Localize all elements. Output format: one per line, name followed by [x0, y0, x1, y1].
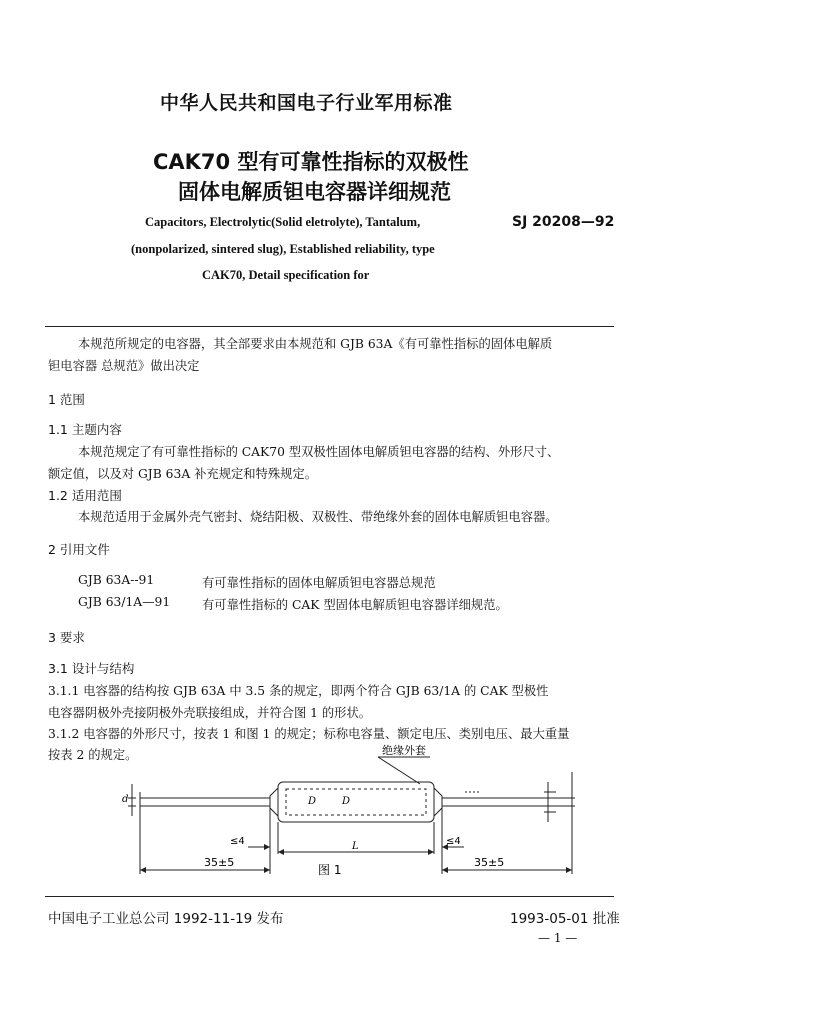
english-title-line3: CAK70, Detail specification for: [202, 268, 370, 282]
header-divider: [45, 326, 614, 327]
section-3-1-1-line2: 电容器阴极外壳接阴极外壳联接组成，并符合图 1 的形状。: [48, 706, 372, 720]
section-3-heading: 3 要求: [48, 630, 85, 645]
org-title: 中华人民共和国电子行业军用标准: [160, 92, 453, 114]
reference-title-1: 有可靠性指标的固体电解质钽电容器总规范: [202, 576, 436, 590]
figure-label-L: L: [352, 841, 359, 852]
section-1-2-heading: 1.2 适用范围: [48, 488, 122, 503]
approval-date: 1993-05-01 批准: [510, 911, 620, 927]
figure-right-lead-length: 35±5: [474, 856, 505, 869]
section-3-1-1-line1: 3.1.1 电容器的结构按 GJB 63A 中 3.5 条的规定，即两个符合 GJB 63/1A 的 CAK 型极性: [48, 684, 549, 698]
section-1-1-line2: 额定值，以及对 GJB 63A 补充规定和特殊规定。: [48, 467, 318, 481]
figure-label-d: d: [122, 794, 129, 805]
english-title-line1: Capacitors, Electrolytic(Solid eletrolyte), Tantalum,: [145, 215, 421, 229]
section-1-2-line1: 本规范适用于金属外壳气密封、烧结阳极、双极性、带绝缘外套的固体电解质钽电容器。: [78, 510, 558, 524]
figure-label-d1: D: [308, 796, 317, 807]
page-number: — 1 —: [538, 931, 578, 945]
reference-code-1: GJB 63A--91: [78, 573, 155, 587]
figure-caption: 图 1: [318, 863, 342, 877]
english-title-line2: (nonpolarized, sintered slug), Established reliability, type: [131, 242, 435, 256]
section-1-heading: 1 范围: [48, 392, 85, 407]
figure-left-lead-length: 35±5: [204, 856, 235, 869]
standard-code: SJ 20208—92: [512, 214, 615, 230]
intro-line1: 本规范所规定的电容器，其全部要求由本规范和 GJB 63A《有可靠性指标的固体电解质: [78, 337, 553, 351]
section-1-1-line1: 本规范规定了有可靠性指标的 CAK70 型双极性固体电解质钽电容器的结构、外形尺寸、: [78, 445, 560, 459]
section-3-1-2-line1: 3.1.2 电容器的外形尺寸，按表 1 和图 1 的规定；标称电容量、额定电压、类别电压、最大重量: [48, 727, 570, 741]
issuer-line: 中国电子工业总公司 1992-11-19 发布: [48, 911, 284, 927]
section-3-1-heading: 3.1 设计与结构: [48, 661, 135, 676]
intro-line2: 钽电容器 总规范》做出决定: [48, 359, 200, 373]
footer-divider: [45, 896, 614, 897]
reference-title-2: 有可靠性指标的 CAK 型固体电解质钽电容器详细规范。: [202, 598, 508, 612]
section-2-heading: 2 引用文件: [48, 542, 110, 557]
doc-title-line2: 固体电解质钽电容器详细规范: [178, 180, 451, 204]
figure-callout-label: 绝缘外套: [382, 744, 426, 757]
figure-1-capacitor-outline: [120, 744, 590, 882]
reference-code-2: GJB 63/1A—91: [78, 595, 171, 609]
figure-label-d2: D: [342, 796, 351, 807]
figure-left-gap: ≤4: [230, 836, 245, 847]
figure-right-gap: ≤4: [446, 836, 461, 847]
doc-title-line1: CAK70 型有可靠性指标的双极性: [153, 150, 469, 174]
section-1-1-heading: 1.1 主题内容: [48, 422, 122, 437]
section-3-1-2-line2: 按表 2 的规定。: [48, 748, 138, 762]
